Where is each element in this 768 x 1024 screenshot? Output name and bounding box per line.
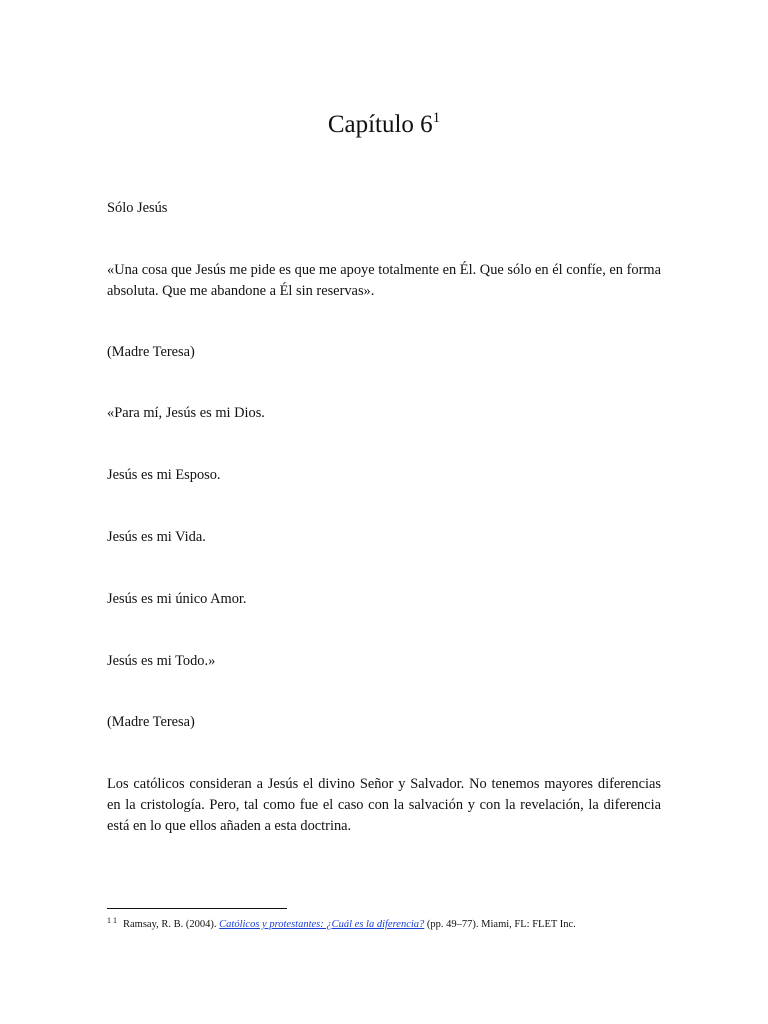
footnote	[107, 917, 667, 932]
footnote-book-link[interactable]: Católicos y protestantes: ¿Cuál es la diferencia?	[219, 919, 425, 930]
quote-line: «Para mí, Jesús es mi Dios.	[107, 405, 265, 421]
quote-line: Jesús es mi Vida.	[107, 529, 206, 545]
footnote-separator	[107, 908, 287, 909]
quote-line: Jesús es mi Todo.»	[107, 653, 216, 669]
quote-line: Jesús es mi único Amor.	[107, 591, 247, 607]
chapter-title	[0, 108, 768, 142]
footnote-marks: 1 1	[107, 916, 117, 925]
quote-paragraph: «Una cosa que Jesús me pide es que me apoye totalmente en Él. Que sólo en él confíe, en forma absoluta. Que me abandone a Él sin reservas».	[107, 262, 661, 299]
footnote-text-before: Ramsay, R. B. (2004).	[123, 919, 220, 930]
chapter-title-text: Capítulo 6	[327, 111, 433, 138]
section-heading: Sólo Jesús	[107, 200, 168, 216]
quote-attribution: (Madre Teresa)	[107, 714, 195, 730]
quote-line: Jesús es mi Esposo.	[107, 467, 221, 483]
quote-attribution: (Madre Teresa)	[107, 344, 195, 360]
footnote-text-after: (pp. 49–77). Miami, FL: FLET Inc.	[424, 919, 576, 930]
body-paragraph: Los católicos consideran a Jesús el divino Señor y Salvador. No tenemos mayores diferencias en la cristología. Pero, tal como fue el caso con la salvación y con la revelación, la diferencia está en lo que ellos añaden a esta doctrina.	[107, 776, 661, 834]
footnote-reference[interactable]: 1	[432, 110, 441, 126]
